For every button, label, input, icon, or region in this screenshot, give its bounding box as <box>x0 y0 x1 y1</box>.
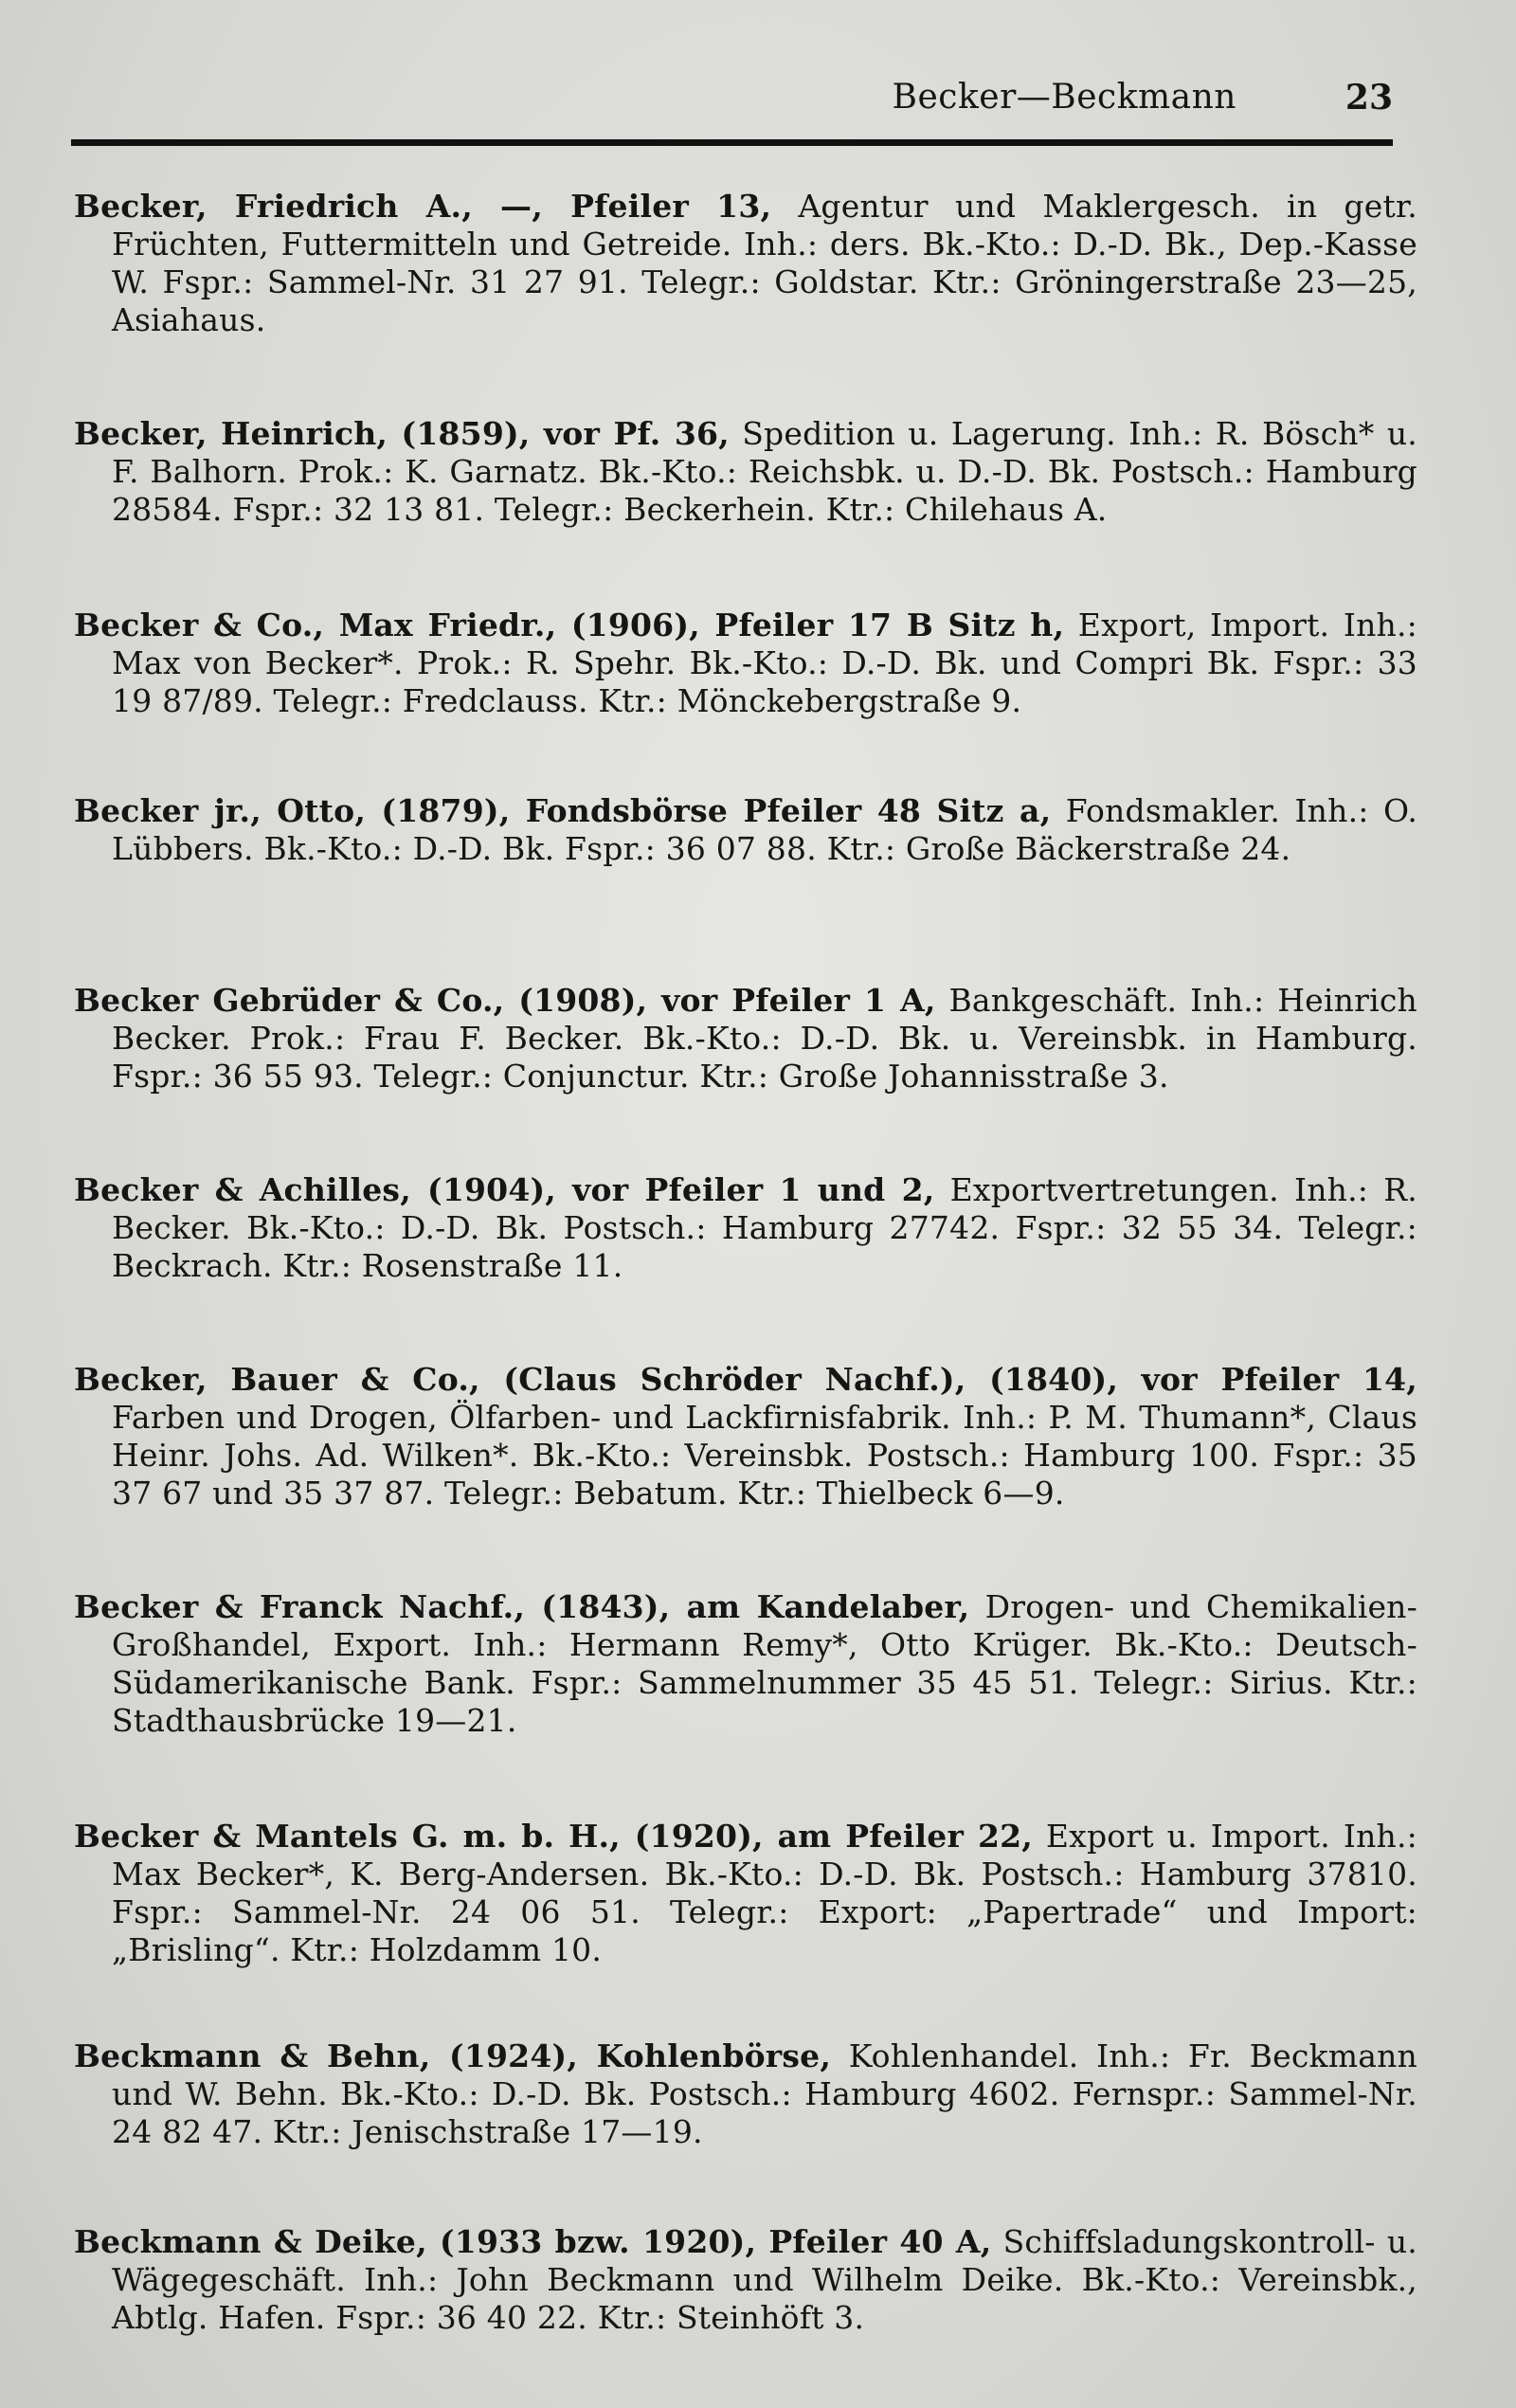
entry-text: Fondsmakler. Inh.: O. Lübbers. Bk.-Kto.: D.-D. Bk. Fspr.: 36 07 88. Ktr.: Große Bäckerstraße 24. <box>112 792 1418 867</box>
entry-text: Spedition u. Lagerung. Inh.: R. Bösch* u. F. Balhorn. Prok.: K. Garnatz. Bk.-Kto.: Reichsbk. u. D.-D. Bk. Postsch.: Hamburg 28584. Fspr.: 32 13 81. Telegr.: Beckerhein. Ktr.: Chilehaus A. <box>112 415 1417 528</box>
entry-text: Bankgeschäft. Inh.: Heinrich Becker. Prok.: Frau F. Becker. Bk.-Kto.: D.-D. Bk. u. Vereinsbk. in Hamburg. Fspr.: 36 55 93. Telegr.: Conjunctur. Ktr.: Große Johannisstraße 3. <box>112 982 1417 1095</box>
directory-entry <box>74 2037 1417 2151</box>
entry-text: Drogen- und Chemikalien-Großhandel, Export. Inh.: Hermann Remy*, Otto Krüger. Bk.-Kto.: Deutsch-Südamerikanische Bank. Fspr.: Sammelnummer 35 45 51. Telegr.: Sirius. Ktr.: Stadthausbrücke 19—21. <box>112 1588 1417 1739</box>
firm-name: Becker & Mantels G. m. b. H., (1920), am Pfeiler 22, <box>74 1818 1033 1855</box>
firm-name: Becker & Franck Nachf., (1843), am Kandelaber, <box>74 1588 970 1625</box>
directory-entry <box>74 2223 1417 2337</box>
entry-text: Export, Import. Inh.: Max von Becker*. Prok.: R. Spehr. Bk.-Kto.: D.-D. Bk. und Compri Bk. Fspr.: 33 19 87/89. Telegr.: Fredclauss. Ktr.: Mönckebergstraße 9. <box>112 607 1417 719</box>
directory-entry <box>74 415 1417 529</box>
directory-entry <box>74 1361 1417 1512</box>
firm-name: Becker, Friedrich A., —, Pfeiler 13, <box>74 188 772 225</box>
page-header <box>71 68 1393 135</box>
running-title: Becker—Beckmann <box>892 78 1236 117</box>
directory-entry <box>74 982 1417 1095</box>
entry-text: Kohlenhandel. Inh.: Fr. Beckmann und W. Behn. Bk.-Kto.: D.-D. Bk. Postsch.: Hamburg 4602. Fernspr.: Sammel-Nr. 24 82 47. Ktr.: Jenischstraße 17—19. <box>112 2037 1417 2150</box>
firm-name: Beckmann & Behn, (1924), Kohlenbörse, <box>74 2037 832 2074</box>
header-rule <box>71 139 1393 146</box>
directory-entry <box>74 1588 1417 1740</box>
firm-name: Becker & Achilles, (1904), vor Pfeiler 1 und 2, <box>74 1171 935 1208</box>
directory-entry <box>74 607 1417 720</box>
entry-text: Agentur und Maklergesch. in getr. Früchten, Futtermitteln und Getreide. Inh.: ders. Bk.-Kto.: D.-D. Bk., Dep.-Kasse W. Fspr.: Sammel-Nr. 31 27 91. Telegr.: Goldstar. Ktr.: Gröningerstraße 23—25, Asiahaus. <box>112 188 1417 338</box>
firm-name: Becker Gebrüder & Co., (1908), vor Pfeiler 1 A, <box>74 982 936 1019</box>
firm-name: Becker & Co., Max Friedr., (1906), Pfeiler 17 B Sitz h, <box>74 607 1065 643</box>
directory-entry <box>74 1818 1417 1969</box>
entry-text: Export u. Import. Inh.: Max Becker*, K. Berg-Andersen. Bk.-Kto.: D.-D. Bk. Postsch.: Hamburg 37810. Fspr.: Sammel-Nr. 24 06 51. Telegr.: Export: „Papertrade“ und Import: „Brisling“. Ktr.: Holzdamm 10. <box>112 1818 1417 1968</box>
entry-text: Schiffsladungskontroll- u. Wägegeschäft. Inh.: John Beckmann und Wilhelm Deike. Bk.-Kto.: Vereinsbk., Abtlg. Hafen. Fspr.: 36 40 22. Ktr.: Steinhöft 3. <box>112 2223 1417 2336</box>
directory-entry <box>74 188 1417 339</box>
firm-name: Beckmann & Deike, (1933 bzw. 1920), Pfeiler 40 A, <box>74 2223 992 2260</box>
entry-text: Farben und Drogen, Ölfarben- und Lackfirnisfabrik. Inh.: P. M. Thumann*, Claus Heinr. Johs. Ad. Wilken*. Bk.-Kto.: Vereinsbk. Postsch.: Hamburg 100. Fspr.: 35 37 67 und 35 37 87. Telegr.: Bebatum. Ktr.: Thielbeck 6—9. <box>112 1399 1417 1512</box>
firm-name: Becker, Bauer & Co., (Claus Schröder Nachf.), (1840), vor Pfeiler 14, <box>74 1361 1417 1398</box>
entry-text: Exportvertretungen. Inh.: R. Becker. Bk.-Kto.: D.-D. Bk. Postsch.: Hamburg 27742. Fspr.: 32 55 34. Telegr.: Beckrach. Ktr.: Rosenstraße 11. <box>112 1171 1417 1284</box>
directory-entry <box>74 1171 1417 1285</box>
page-number: 23 <box>1345 78 1393 118</box>
firm-name: Becker jr., Otto, (1879), Fondsbörse Pfeiler 48 Sitz a, <box>74 792 1052 829</box>
directory-entry <box>74 792 1417 868</box>
firm-name: Becker, Heinrich, (1859), vor Pf. 36, <box>74 415 730 452</box>
